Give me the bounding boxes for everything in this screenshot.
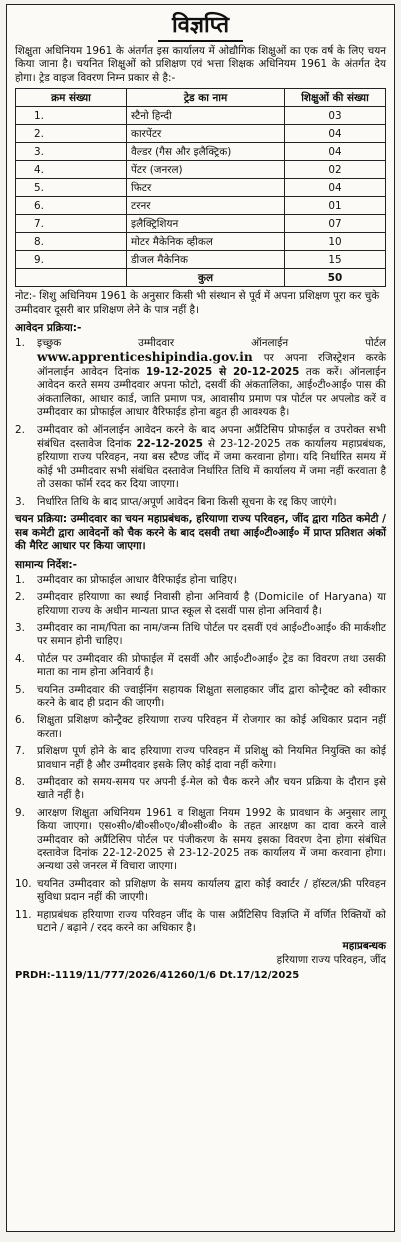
list-item [15,653,386,680]
table-row [16,197,386,215]
item-text: प्रशिक्षण पूर्ण होने के बाद हरियाणा राज्य परिवहन में प्रशिक्षु को नियमित नियुक्ति का कोई प्रावधान नहीं है और उम्मीदवार इसके लिए कोई दावा नहीं करेगा। [37,745,386,771]
selection-process: चयन प्रक्रिया: उम्मीदवार का चयन महाप्रबंधक, हरियाणा राज्य परिवहन, जींद द्वारा गठित कमेटी / सब कमेटी द्वारा आवेदनों को चैक करने के बाद दसवी तथा आई०टी०आई० में प्राप्त प्रतिशत अंकों की मैरिट आधार पर किया जाएगा। [15,512,386,553]
count-cell: 02 [285,161,386,179]
list-item [15,591,386,618]
trade-cell: कारपेंटर [127,125,285,143]
application-list [15,337,386,509]
list-item [15,574,386,587]
serial-cell: 9. [16,251,127,269]
list-item [15,337,386,420]
item-text: निर्धारित तिथि के बाद प्राप्त/अपूर्ण आवेदन बिना किसी सूचना के रद्द किए जाएंगे। [37,495,337,508]
trade-cell: मोटर मैकेनिक व्हीकल [127,233,285,251]
notice-title: विज्ञप्ति [158,12,243,42]
list-item [15,684,386,711]
table-row [16,125,386,143]
trade-cell: पेंटर (जनरल) [127,161,285,179]
table-row [16,251,386,269]
item-text: चयनित उम्मीदवार को प्रशिक्षण के समय कार्यालय द्वारा कोई क्वार्टर / हॉस्टल/फ्री परिवहन सुविधा प्रदान नहीं की जाएगी। [37,877,386,904]
total-empty-cell [16,269,127,287]
item-number: 9. [15,806,25,819]
intro-paragraph: शिक्षुता अधिनियम 1961 के अंतर्गत इस कार्यालय में ओद्यौगिक शिक्षुओं का एक वर्ष के लिए चयन किया जाना है। चयनित शिक्षुओं को प्रशिक्षण एवं भत्ता शिक्षक अधिनियम 1961 के अंतर्गत देय होगा। ट्रेड वाइज विवरण निम्न प्रकार से है:- [15,45,386,84]
item-number: 6. [15,714,25,727]
serial-cell: 5. [16,179,127,197]
list-item [15,909,386,936]
serial-cell: 7. [16,215,127,233]
table-row [16,179,386,197]
item-text: इच्छुक उम्मीदवार ऑनलाईन पोर्टल [37,337,386,350]
count-cell: 03 [285,107,386,125]
list-item [15,745,386,772]
serial-cell: 6. [16,197,127,215]
notice-page [6,4,395,1232]
item-number: 2. [15,424,25,437]
item-text: तक करें। ऑनलाईन आवेदन करते समय उम्मीदवार अपना फोटो, दसवीं की अंकतालिका, आई०टी०आई० पास की अंकतालिका, आधार कार्ड, जाति प्रमाण पत्र, आवासीय प्रमाण पत्र पोर्टल पर अपलोड करें व उम्मीदवार का प्रोफाईल आधार वैरिफाईड होना बहुत ही आवश्यक है। [37,365,386,419]
item-number: 5. [15,683,25,696]
item-number: 8. [15,775,25,788]
serial-cell: 2. [16,125,127,143]
serial-cell: 4. [16,161,127,179]
item-text: पोर्टल पर उम्मीदवार की प्रोफाईल में दसवीं और आई०टी०आई० ट्रेड का विवरण तथा उसकी माता का नाम होना अनिवार्य है। [37,652,386,679]
table-row [16,233,386,251]
item-number: 3. [15,495,25,508]
item-text: उम्मीदवार को समय-समय पर अपनी ई-मेल को चैक करने और चयन प्रक्रिया के दौरान इसे खाते नहीं है। [37,775,386,802]
note-paragraph: नोट:- शिशु अधिनियम 1961 के अनुसार किसी भी संस्थान से पूर्व में अपना प्रशिक्षण पूरा कर चुके उम्मीदवार दूसरी बार प्रशिक्षण लेने के पात्र नहीं है। [15,290,380,316]
item-text: चयनित उम्मीदवार की ज्वाईनिंग सहायक शिक्षुता सलाहकार जींद द्वारा कोन्ट्रैक्ट को स्वीकार करने के बाद ही प्रदान की जाएगी। [37,683,386,709]
general-heading: सामान्य निर्देश:- [15,558,78,571]
table-row [16,161,386,179]
count-cell: 04 [285,125,386,143]
col-header-count: शिक्षुओं की संख्या [285,89,386,107]
item-text: से 23-12-2025 तक कार्यालय महाप्रबंधक, हरियाणा राज्य परिवहन, नया बस स्टैण्ड जींद में जमा करवाना होगा। यदि निर्धारित समय में कोई भी उम्मीदवार सभी संबंधित दस्तावेज निर्धारित तिथि में कार्यालय में जमा नहीं करवाता है तो उसका फॉर्म रदद कर दिया जाएगा। [37,437,386,491]
count-cell: 04 [285,179,386,197]
count-cell: 04 [285,143,386,161]
document-date: 22-12-2025 [136,437,203,450]
list-item [15,424,386,491]
item-text: उम्मीदवार का नाम/पिता का नाम/जन्म तिथि पोर्टल पर दसवीं एवं आई०टी०आई० की मार्कशीट पर समान होनी चाहिए। [37,621,386,648]
table-header-row [16,89,386,107]
item-text: उम्मीदवार हरियाणा का स्थाई निवासी होना अनिवार्य है (Domicile of Haryana) या हरियाणा राज्य के अधीन मान्यता प्राप्त स्कूल से दसवीं पास होना अनिवार्य है। [37,591,386,617]
table-total-row [16,269,386,287]
list-item [15,878,386,905]
col-header-serial: क्रम संख्या [16,89,127,107]
count-cell: 15 [285,251,386,269]
table-row [16,107,386,125]
item-text: महाप्रबंधक हरियाणा राज्य परिवहन जींद के पास अप्रैंटिसिप विज्ञप्ति में वर्णित रिक्तियों को घटाने / बढ़ाने / रदद करने का अधिकार है। [37,908,386,935]
table-row [16,215,386,233]
trade-cell: डीजल मैकेनिक [127,251,285,269]
item-number: 1. [15,337,25,350]
list-item [15,496,386,509]
list-item [15,622,386,649]
signature-block [15,939,386,967]
col-header-trade: ट्रेड का नाम [127,89,285,107]
serial-cell: 3. [16,143,127,161]
serial-cell: 1. [16,107,127,125]
total-label: कुल [127,269,285,287]
table-row [16,143,386,161]
trade-table [15,88,386,287]
item-number: 1. [15,573,25,586]
item-text: शिक्षुता प्रशिक्षण कोन्ट्रैक्ट हरियाणा राज्य परिवहन में रोजगार का कोई अधिकार प्रदान नहीं करता। [37,714,386,740]
release-reference: PRDH:-1119/11/777/2026/41260/1/6 Dt.17/12/2025 [15,970,300,982]
item-number: 7. [15,745,25,758]
signatory-title: महाप्रबन्धक [342,940,386,953]
count-cell: 01 [285,197,386,215]
item-number: 11. [15,908,32,921]
item-text: पर अपना रजिस्ट्रेशन करके ऑनलाईन आवेदन दिनांक [37,352,386,378]
item-text: उम्मीदवार को ऑनलाईन आवेदन करने के बाद अपना अप्रैंटिसिप प्रोफाईल व उपरोक्त सभी संबंधित दस्तावेज दिनांक [37,424,386,450]
item-number: 2. [15,591,25,604]
item-text: उम्मीदवार का प्रोफाईल आधार वैरिफाईड होना चाहिए। [37,573,237,586]
item-text: आरक्षण शिक्षुता अधिनियम 1961 व शिक्षुता नियम 1992 के प्रावधान के अनुसार लागू किया जाएगा। एस०सी०/बी०सी०ए०/बी०सी०बी० के तहत आरक्षण का दावा करने वाले उम्मीदवार को अप्रैंटिसिप पोर्टल पर पंजीकरण के समय इसका विवरण देना होगा संबंधित दस्तावेज दिनांक 22-12-2025 से 23-12-2025 तक कार्यालय में जमा करवाना होगा। अन्यथा उसे जनरल में विचारा जाएगा। [37,806,386,873]
item-number: 10. [15,877,32,890]
count-cell: 10 [285,233,386,251]
trade-cell: वैल्डर (गैस और इलैक्ट्रिक) [127,143,285,161]
item-number: 4. [15,652,25,665]
application-heading: आवेदन प्रक्रिया:- [15,322,82,335]
total-value: 50 [285,269,386,287]
list-item [15,714,386,741]
signatory-office: हरियाणा राज्य परिवहन, जींद [276,954,386,967]
general-instructions-list [15,574,386,936]
list-item [15,776,386,803]
serial-cell: 8. [16,233,127,251]
portal-link[interactable]: www.apprenticeshipindia.gov.in [37,350,253,365]
trade-cell: फिटर [127,179,285,197]
count-cell: 07 [285,215,386,233]
trade-cell: इलैक्ट्रिशियन [127,215,285,233]
trade-cell: स्टैनो हिन्दी [127,107,285,125]
item-number: 3. [15,621,25,634]
application-dates: 19-12-2025 से 20-12-2025 [145,365,300,378]
list-item [15,807,386,874]
trade-cell: टरनर [127,197,285,215]
